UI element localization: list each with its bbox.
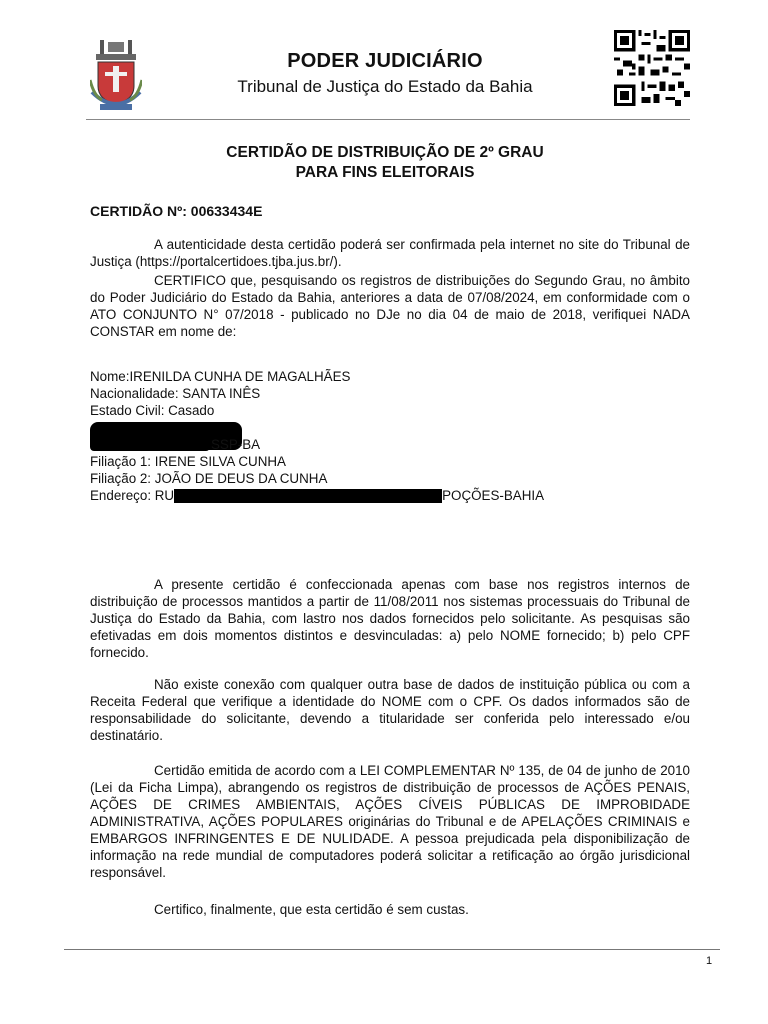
civil-state-row: Estado Civil: Casado [90,403,215,418]
authenticity-text: A autenticidade desta certidão poderá ser confirmada pela internet no site do Tribunal de Justiça (https://portalcertidoes.tjba.jus.br/). [90,237,690,269]
address-suffix: POÇÕES-BAHIA [442,488,545,503]
body-paragraph-2 [90,676,690,744]
certificate-number [90,203,262,219]
header-divider [86,119,690,120]
nationality-row: Nacionalidade: SANTA INÊS [90,386,261,401]
document-title-line1: CERTIDÃO DE DISTRIBUIÇÃO DE 2º GRAU [226,144,544,161]
certify-text: CERTIFICO que, pesquisando os registros de distribuições do Segundo Grau, no âmbito do Poder Judiciário do Estado da Bahia, anteriores a data de 07/08/2024, em conformidade com o ATO CONJUNTO N° 07/2018 - publicado no DJe no dia 04 de maio de 2018, verifiquei NADA CONSTAR em nome de: [90,273,690,339]
certificate-number-label: CERTIDÃO Nº: [90,203,187,219]
rg-suffix: SSP-BA [211,437,261,452]
filiation2-row: Filiação 2: JOÃO DE DEUS DA CUNHA [90,471,328,486]
personal-data-block [90,368,690,504]
document-header [0,0,768,120]
body-paragraph-3 [90,762,690,881]
qr-code-icon [612,30,692,106]
filiation1-row: Filiação 1: IRENE SILVA CUNHA [90,454,286,469]
document-title [180,143,590,183]
footer-divider [64,949,720,950]
header-titles [200,50,570,97]
body-paragraph-3-text: Certidão emitida de acordo com a LEI COMPLEMENTAR Nº 135, de 04 de junho de 2010 (Lei da Ficha Limpa), abrangendo os registros de distribuição de processos de AÇÕES PENAIS, AÇÕES DE CRIMES AMBIENTAIS, AÇÕES CÍVEIS PÚBLICAS DE IMPROBIDADE ADMINISTRATIVA, AÇÕES POPULARES originárias do Tribunal e de APELAÇÕES CRIMINAIS e EMBARGOS INFRINGENTES E DE NULIDADE. A pessoa prejudicada pela disponibilização de informação na rede mundial de computadores poderá solicitar a retificação ao órgão jurisdicional responsável. [90,763,690,880]
body-paragraph-1 [90,576,690,661]
authenticity-paragraph [90,236,690,270]
body-paragraph-2-text: Não existe conexão com qualquer outra base de dados de instituição pública ou com a Receita Federal que verifique a identidade do NOME com o CPF. Os dados informados são de responsabilidade do solicitante, devendo a titularidade ser conferida pelo interessado e/ou destinatário. [90,677,690,743]
address-row [90,487,690,504]
address-label: Endereço: RU [90,488,175,503]
body-paragraph-4 [90,901,690,918]
certify-paragraph [90,272,690,340]
document-title-line2: PARA FINS ELEITORAIS [295,164,475,181]
court-subtitle: Tribunal de Justiça do Estado da Bahia [237,77,533,96]
court-name: PODER JUDICIÁRIO [287,50,483,72]
page-number: 1 [706,955,713,967]
redaction-bar [174,489,442,503]
coat-of-arms-icon [90,40,142,114]
body-paragraph-4-text: Certifico, finalmente, que esta certidão é sem custas. [154,902,469,917]
name-row: Nome:IRENILDA CUNHA DE MAGALHÃES [90,369,351,384]
certificate-number-value: 00633434E [190,203,263,219]
body-paragraph-1-text: A presente certidão é confeccionada apenas com base nos registros internos de distribuição de processos mantidos a partir de 11/08/2011 nos sistemas processuais do Tribunal de Justiça do Estado da Bahia, com lastro nos dados fornecidos pelo solicitante. As pesquisas são efetivadas em dois momentos distintos e desvinculadas: a) pelo NOME fornecido; b) pelo CPF fornecido. [90,577,690,660]
